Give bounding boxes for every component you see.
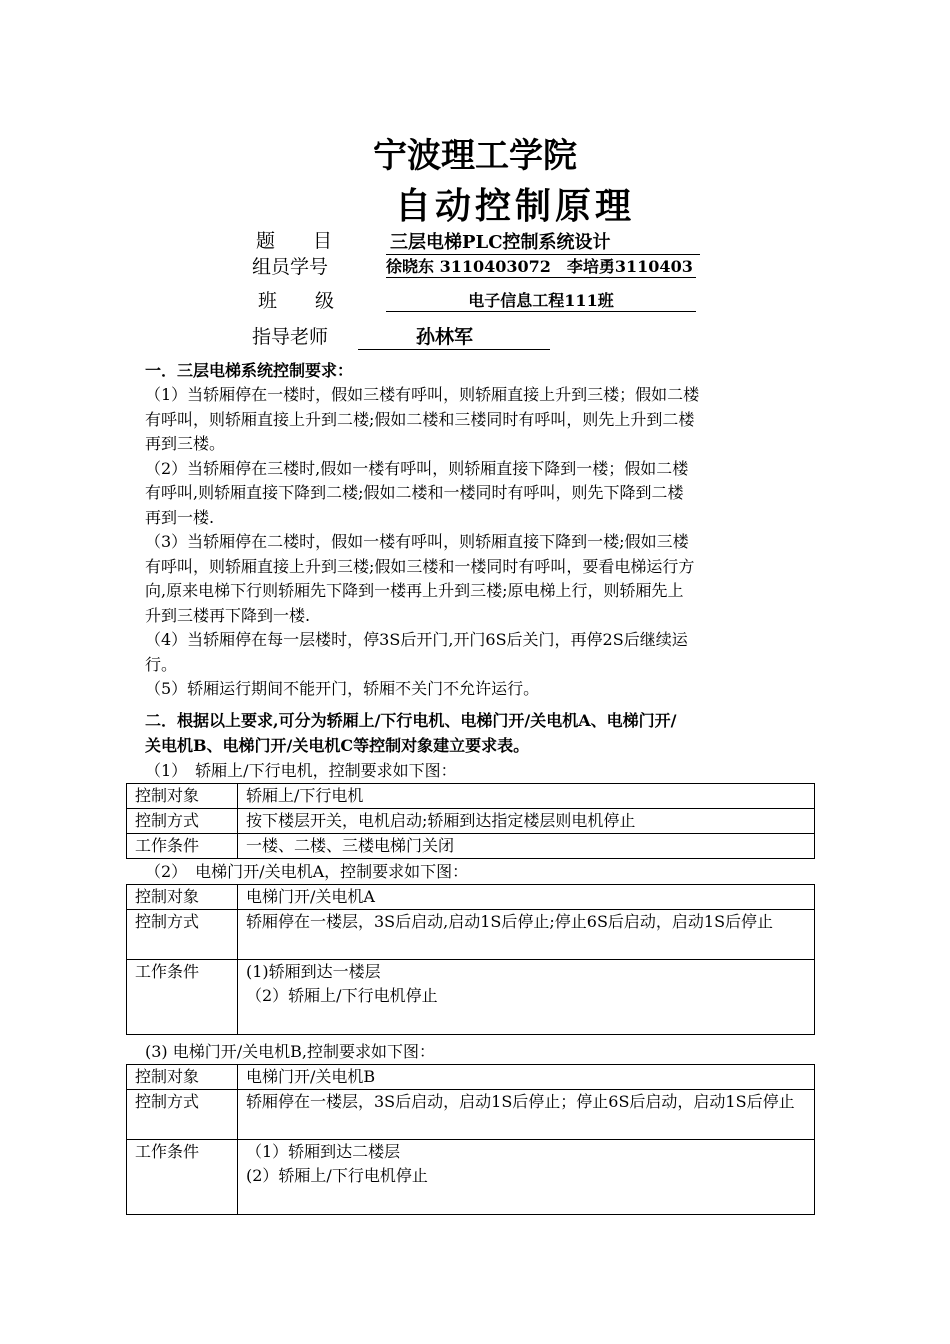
table1-label-method: 控制方式 <box>127 809 238 834</box>
teacher-value: 孙林军 <box>358 322 550 350</box>
table3-caption: (3) 电梯门开/关电机B,控制要求如下图： <box>145 1042 435 1061</box>
table1-caption: （1） 轿厢上/下行电机，控制要求如下图： <box>145 761 457 780</box>
section2-heading-line1: 二．根据以上要求,可分为轿厢上/下行电机、电梯门开/关电机A、电梯门开/ <box>145 711 677 730</box>
table3-label-method: 控制方式 <box>127 1090 238 1140</box>
section1-line: （4）当轿厢停在每一层楼时，停3S后开门,开门6S后关门，再停2S后继续运 <box>145 630 688 649</box>
teacher-label: 指导老师 <box>252 326 329 348</box>
table3-label-object: 控制对象 <box>127 1065 238 1090</box>
topic-label: 题 目 <box>256 230 333 252</box>
section1-line: 再到三楼。 <box>145 434 226 453</box>
table1-value-method: 按下楼层开关，电机启动;轿厢到达指定楼层则电机停止 <box>238 809 815 834</box>
class-value: 电子信息工程111班 <box>386 288 696 312</box>
table1 <box>126 783 815 859</box>
section1-line: 有呼叫，则轿厢直接上升到二楼;假如二楼和三楼同时有呼叫，则先上升到二楼 <box>145 409 695 429</box>
table2-value-object: 电梯门开/关电机A <box>238 885 815 910</box>
section1-line: 向,原来电梯下行则轿厢先下降到一楼再上升到三楼;原电梯上行，则轿厢先上 <box>145 581 684 600</box>
section1-line: （5）轿厢运行期间不能开门，轿厢不关门不允许运行。 <box>145 679 540 698</box>
topic-value: 三层电梯PLC控制系统设计 <box>386 228 700 255</box>
table2-value-method: 轿厢停在一楼层，3S后启动,启动1S后停止;停止6S后启动，启动1S后停止 <box>238 910 815 960</box>
table3-value-object: 电梯门开/关电机B <box>238 1065 815 1090</box>
table1-value-object: 轿厢上/下行电机 <box>238 784 815 809</box>
course-title: 自动控制原理 <box>394 185 635 227</box>
section1-line: 行。 <box>145 654 178 674</box>
section1-line: （1）当轿厢停在一楼时，假如三楼有呼叫，则轿厢直接上升到三楼；假如二楼 <box>145 385 700 404</box>
members-value: 徐晓东 3110403072 李培勇3110403 <box>386 254 696 278</box>
section1-line: （3）当轿厢停在二楼时，假如一楼有呼叫，则轿厢直接下降到一楼;假如三楼 <box>145 532 689 551</box>
table3 <box>126 1064 815 1215</box>
table2-value-condition: (1)轿厢到达一楼层 （2）轿厢上/下行电机停止 <box>238 960 815 1035</box>
section1-body <box>145 383 699 702</box>
section1-line: 升到三楼再下降到一楼. <box>145 605 311 625</box>
section1-heading: 一．三层电梯系统控制要求： <box>145 361 354 380</box>
section1-line: 再到一楼. <box>145 507 215 527</box>
table2-label-condition: 工作条件 <box>127 960 238 1035</box>
table1-value-condition: 一楼、二楼、三楼电梯门关闭 <box>238 834 815 859</box>
table2-caption: （2） 电梯门开/关电机A，控制要求如下图： <box>145 862 469 881</box>
members-label: 组员学号 <box>252 256 329 278</box>
table3-value-method: 轿厢停在一楼层，3S后启动，启动1S后停止；停止6S后启动，启动1S后停止 <box>238 1090 815 1140</box>
table2-label-object: 控制对象 <box>127 885 238 910</box>
table3-value-condition: （1）轿厢到达二楼层 (2）轿厢上/下行电机停止 <box>238 1140 815 1215</box>
table1-label-object: 控制对象 <box>127 784 238 809</box>
section1-line: 有呼叫,则轿厢直接下降到二楼;假如二楼和一楼同时有呼叫，则先下降到二楼 <box>145 483 684 502</box>
class-label: 班 级 <box>258 290 335 312</box>
section2-heading-line2: 关电机B、电梯门开/关电机C等控制对象建立要求表。 <box>145 736 530 755</box>
school-title: 宁波理工学院 <box>373 136 577 176</box>
section1-line: 有呼叫，则轿厢直接上升到三楼;假如三楼和一楼同时有呼叫，要看电梯运行方 <box>145 556 695 576</box>
section1-line: （2）当轿厢停在三楼时,假如一楼有呼叫，则轿厢直接下降到一楼；假如二楼 <box>145 458 689 478</box>
table2 <box>126 884 815 1035</box>
table2-label-method: 控制方式 <box>127 910 238 960</box>
table3-label-condition: 工作条件 <box>127 1140 238 1215</box>
table1-label-condition: 工作条件 <box>127 834 238 859</box>
